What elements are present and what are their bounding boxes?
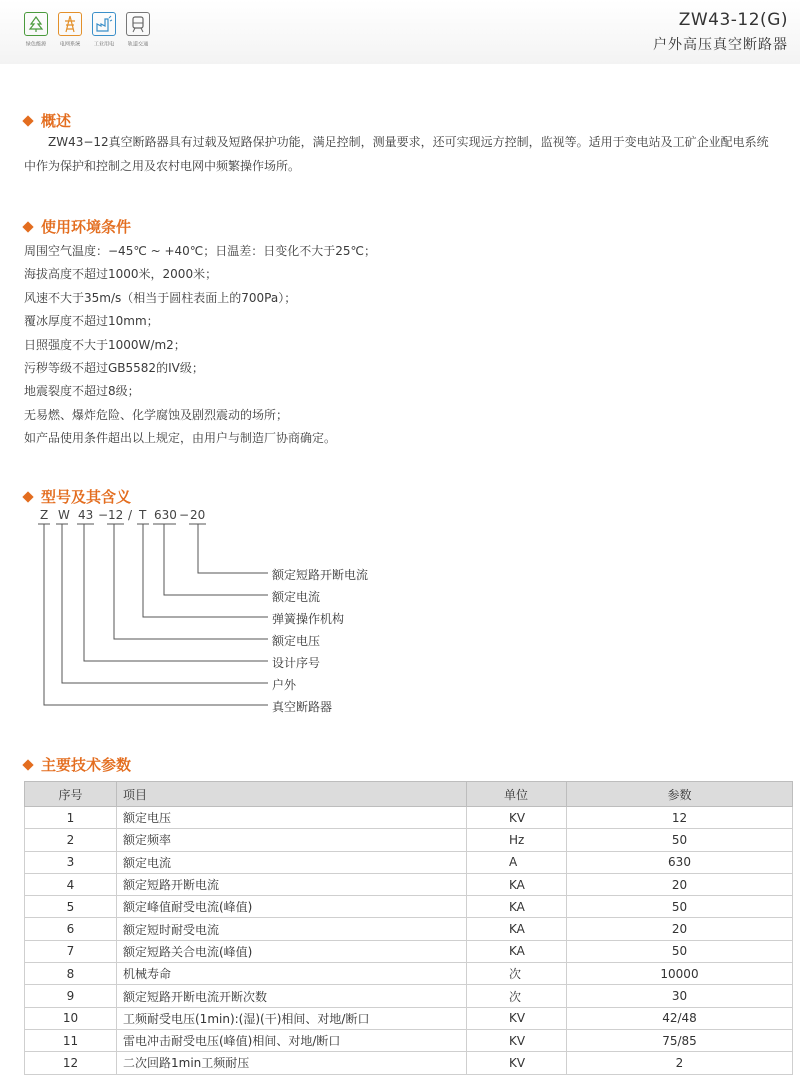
item-name: 额定短路开断电流开断次数 xyxy=(117,985,467,1007)
unit: A xyxy=(467,851,567,873)
overview-text: ZW43−12真空断路器具有过载及短路保护功能，满足控制，测量要求，还可实现远方控制，监视等。适用于变电站及工矿企业配电系统中作为保护和控制之用及农村电网中频繁操作场所。 xyxy=(24,135,769,173)
logo-caption: 电网系统 xyxy=(59,41,81,48)
unit: 次 xyxy=(467,963,567,985)
table-header-row xyxy=(25,782,793,807)
table-row xyxy=(25,940,793,962)
column-header: 参数 xyxy=(567,782,793,807)
logo-industrial-power xyxy=(90,12,118,48)
item-name: 雷电冲击耐受电压(峰值)相间、对地/断口 xyxy=(117,1029,467,1051)
unit: KV xyxy=(467,1007,567,1029)
code-part: − xyxy=(179,508,190,522)
parameter-value: 10000 xyxy=(567,963,793,985)
parameter-value: 75/85 xyxy=(567,1029,793,1051)
parameter-value: 20 xyxy=(567,918,793,940)
column-header: 项目 xyxy=(117,782,467,807)
model-code-title: ZW43-12(G) xyxy=(678,10,788,30)
list-item: 污秽等级不超过GB5582的IV级； xyxy=(24,361,204,376)
row-number: 8 xyxy=(25,963,117,985)
diamond-bullet-icon xyxy=(22,115,33,126)
section-title-text: 主要技术参数 xyxy=(41,756,132,774)
section-title-specs xyxy=(24,754,131,775)
table-row xyxy=(25,1052,793,1074)
industry-logos xyxy=(22,12,152,48)
table-row xyxy=(25,918,793,940)
designation-connector-lines xyxy=(36,506,456,726)
parameter-value: 50 xyxy=(567,829,793,851)
diamond-bullet-icon xyxy=(22,221,33,232)
meaning-label: 户外 xyxy=(272,678,297,692)
item-name: 额定频率 xyxy=(117,829,467,851)
parameter-value: 50 xyxy=(567,940,793,962)
specs-table-body xyxy=(25,807,793,1075)
overview-paragraph xyxy=(24,130,774,178)
list-item: 地震裂度不超过8级； xyxy=(24,384,140,399)
meaning-label: 弹簧操作机构 xyxy=(272,612,345,626)
table-row xyxy=(25,873,793,895)
parameter-value: 630 xyxy=(567,851,793,873)
logo-grid-system xyxy=(56,12,84,48)
unit: KA xyxy=(467,873,567,895)
column-header: 单位 xyxy=(467,782,567,807)
list-item: 如产品使用条件超出以上规定，由用户与制造厂协商确定。 xyxy=(24,431,337,446)
section-title-overview xyxy=(24,110,71,131)
table-row xyxy=(25,1029,793,1051)
section-title-environment xyxy=(24,216,131,237)
unit: KV xyxy=(467,807,567,829)
tree-icon xyxy=(24,12,48,36)
parameter-value: 50 xyxy=(567,896,793,918)
code-part: / xyxy=(128,508,133,522)
parameter-value: 2 xyxy=(567,1052,793,1074)
row-number: 11 xyxy=(25,1029,117,1051)
table-row xyxy=(25,829,793,851)
table-row xyxy=(25,807,793,829)
logo-green-energy xyxy=(22,12,50,48)
unit: KA xyxy=(467,918,567,940)
specs-table xyxy=(24,781,793,1075)
meaning-label: 额定电压 xyxy=(272,634,321,648)
train-icon xyxy=(126,12,150,36)
code-part: 43 xyxy=(78,508,94,522)
item-name: 额定峰值耐受电流(峰值) xyxy=(117,896,467,918)
section-title-text: 使用环境条件 xyxy=(41,218,132,236)
table-row xyxy=(25,896,793,918)
list-item: 无易燃、爆炸危险、化学腐蚀及剧烈震动的场所； xyxy=(24,407,289,422)
unit: Hz xyxy=(467,829,567,851)
row-number: 7 xyxy=(25,940,117,962)
unit: KV xyxy=(467,1029,567,1051)
parameter-value: 12 xyxy=(567,807,793,829)
diamond-bullet-icon xyxy=(22,491,33,502)
table-row xyxy=(25,963,793,985)
item-name: 机械寿命 xyxy=(117,963,467,985)
logo-caption: 工业用电 xyxy=(93,41,115,48)
power-tower-icon xyxy=(58,12,82,36)
diamond-bullet-icon xyxy=(22,759,33,770)
section-title-model xyxy=(24,486,131,507)
row-number: 12 xyxy=(25,1052,117,1074)
parameter-value: 30 xyxy=(567,985,793,1007)
code-part: Z xyxy=(40,508,49,522)
parameter-value: 20 xyxy=(567,873,793,895)
meaning-label: 真空断路器 xyxy=(272,700,333,714)
meaning-label: 设计序号 xyxy=(272,656,321,670)
unit: KA xyxy=(467,940,567,962)
row-number: 4 xyxy=(25,873,117,895)
table-row xyxy=(25,851,793,873)
page-header xyxy=(0,0,800,64)
column-header: 序号 xyxy=(25,782,117,807)
code-part: W xyxy=(58,508,70,522)
logo-caption: 轨道交通 xyxy=(127,41,149,48)
unit: KA xyxy=(467,896,567,918)
list-item: 海拔高度不超过1000米，2000米； xyxy=(24,267,218,282)
list-item: 风速不大于35m/s（相当于圆柱表面上的700Pa）； xyxy=(24,290,297,305)
section-title-text: 概述 xyxy=(41,112,72,130)
item-name: 额定短路开断电流 xyxy=(117,873,467,895)
item-name: 额定电流 xyxy=(117,851,467,873)
factory-icon xyxy=(92,12,116,36)
logo-caption: 绿色能源 xyxy=(25,41,47,48)
row-number: 10 xyxy=(25,1007,117,1029)
item-name: 二次回路1min工频耐压 xyxy=(117,1052,467,1074)
code-part: T xyxy=(139,508,147,522)
table-row xyxy=(25,1007,793,1029)
row-number: 2 xyxy=(25,829,117,851)
row-number: 1 xyxy=(25,807,117,829)
meaning-label: 额定电流 xyxy=(272,590,321,604)
meaning-label: 额定短路开断电流 xyxy=(272,568,369,582)
item-name: 额定短时耐受电流 xyxy=(117,918,467,940)
unit: KV xyxy=(467,1052,567,1074)
list-item: 周围空气温度：−45℃ ~ +40℃；日温差：日变化不大于25℃； xyxy=(24,244,377,258)
code-part: 20 xyxy=(190,508,206,522)
code-part: − xyxy=(98,508,109,522)
item-name: 额定短路关合电流(峰值) xyxy=(117,940,467,962)
model-designation-diagram xyxy=(36,506,456,726)
list-item: 覆冰厚度不超过10mm； xyxy=(24,314,159,329)
table-row xyxy=(25,985,793,1007)
row-number: 5 xyxy=(25,896,117,918)
row-number: 9 xyxy=(25,985,117,1007)
code-part: 12 xyxy=(108,508,124,522)
row-number: 6 xyxy=(25,918,117,940)
item-name: 额定电压 xyxy=(117,807,467,829)
unit: 次 xyxy=(467,985,567,1007)
row-number: 3 xyxy=(25,851,117,873)
code-part: 630 xyxy=(154,508,177,522)
logo-rail-transit xyxy=(124,12,152,48)
parameter-value: 42/48 xyxy=(567,1007,793,1029)
item-name: 工频耐受电压(1min):(湿)(干)相间、对地/断口 xyxy=(117,1007,467,1029)
environment-list xyxy=(24,240,376,451)
product-subtitle: 户外高压真空断路器 xyxy=(653,37,788,53)
list-item: 日照强度不大于1000W/m2； xyxy=(24,337,186,352)
section-title-text: 型号及其含义 xyxy=(41,488,132,506)
